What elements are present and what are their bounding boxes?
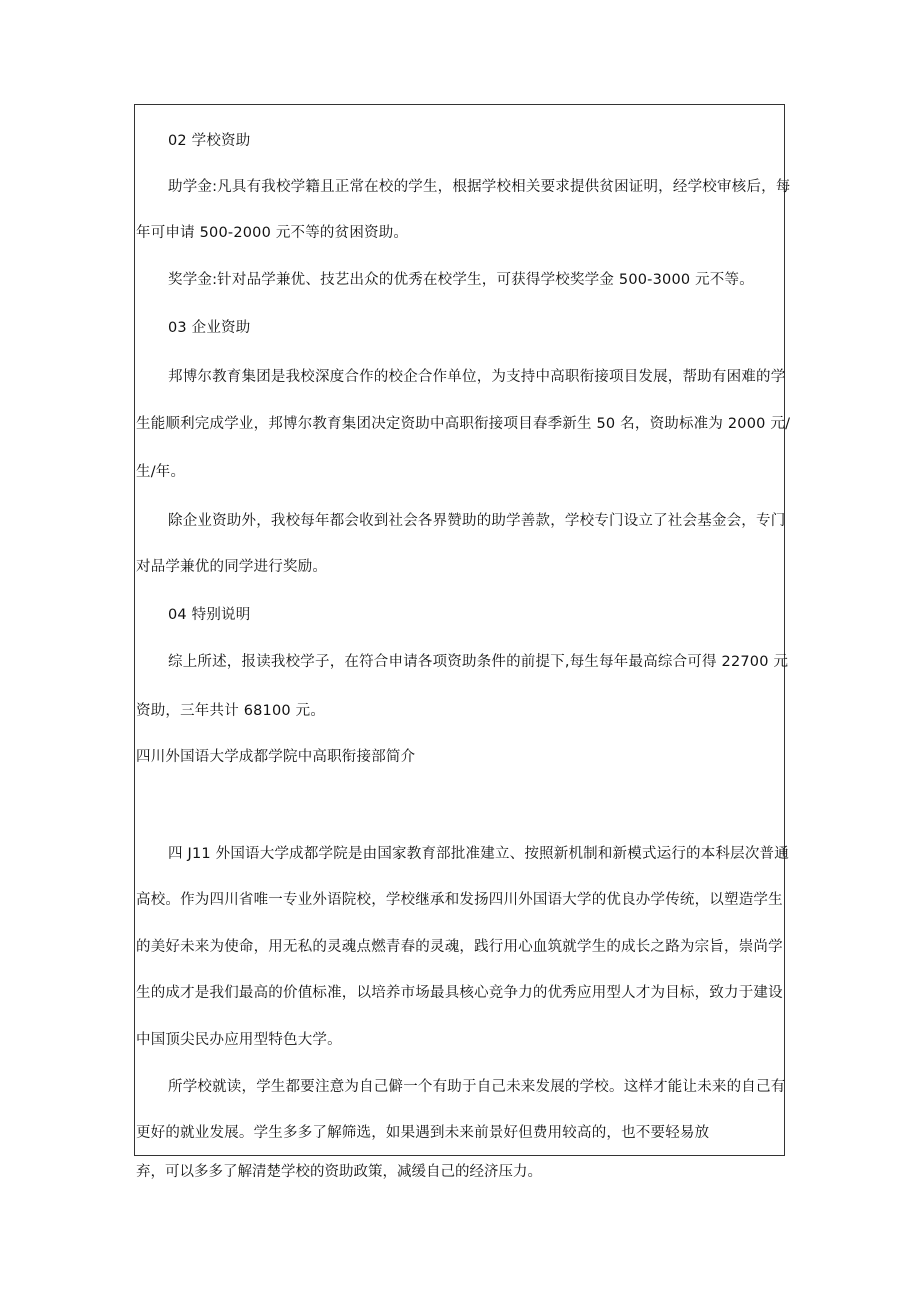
section-heading-enterprise-aid: 03 企业资助: [168, 320, 251, 336]
grant-paragraph-line-2: 年可申请 500-2000 元不等的贫困资助。: [136, 225, 409, 241]
intro-paragraph-2-line-1: 所学校就读，学生都要注意为自己僻一个有助于自己未来发展的学校。这样才能让未来的自己有: [168, 1079, 786, 1095]
intro-paragraph-1-line-1: 四 J11 外国语大学成都学院是由国家教育部批准建立、按照新机制和新模式运行的本科层次普通: [168, 846, 789, 862]
intro-paragraph-1-line-5: 中国顶尖民办应用型特色大学。: [136, 1032, 342, 1048]
intro-paragraph-2-line-2: 更好的就业发展。学生多多了解筛选，如果遇到未来前景好但费用较高的，也不要轻易放: [136, 1125, 710, 1141]
college-intro-title: 四川外国语大学成都学院中高职衔接部简介: [136, 749, 416, 765]
intro-paragraph-1-line-2: 高校。作为四川省唯一专业外语院校，学校继承和发扬四川外国语大学的优良办学传统，以塑造学生: [136, 892, 783, 908]
enterprise-paragraph-2-line-2: 对品学兼优的同学进行奖励。: [136, 559, 328, 575]
section-heading-special-note: 04 特别说明: [168, 607, 251, 623]
summary-paragraph-line-2: 资助，三年共计 68100 元。: [136, 703, 326, 719]
enterprise-paragraph-1-line-2: 生能顺利完成学业，邦博尔教育集团决定资助中高职衔接项目春季新生 50 名，资助标准为 2000 元/: [136, 416, 791, 432]
intro-paragraph-1-line-3: 的美好未来为使命，用无私的灵魂点燃青春的灵魂，践行用心血筑就学生的成长之路为宗旨，崇尚学: [136, 939, 783, 955]
grant-paragraph-line-1: 助学金:凡具有我校学籍且正常在校的学生，根据学校相关要求提供贫困证明，经学校审核后，每: [168, 179, 791, 195]
enterprise-paragraph-1-line-1: 邦博尔教育集团是我校深度合作的校企合作单位，为支持中高职衔接项目发展，帮助有困难的学: [168, 369, 786, 385]
enterprise-paragraph-2-line-1: 除企业资助外，我校每年都会收到社会各界赞助的助学善款，学校专门设立了社会基金会，专门: [168, 513, 786, 529]
intro-paragraph-1-line-4: 生的成才是我们最高的价值标准，以培养市场最具核心竞争力的优秀应用型人才为目标，致力于建设: [136, 985, 783, 1001]
section-heading-school-aid: 02 学校资助: [168, 133, 251, 149]
summary-paragraph-line-1: 综上所述，报读我校学子，在符合申请各项资助条件的前提下,每生每年最高综合可得 22700 元: [168, 654, 789, 670]
intro-paragraph-2-line-3: 弃，可以多多了解清楚学校的资助政策，减缓自己的经济压力。: [136, 1164, 542, 1180]
enterprise-paragraph-1-line-3: 生/年。: [136, 464, 186, 480]
scholarship-paragraph: 奖学金:针对品学兼优、技艺出众的优秀在校学生，可获得学校奖学金 500-3000 元不等。: [168, 272, 754, 288]
